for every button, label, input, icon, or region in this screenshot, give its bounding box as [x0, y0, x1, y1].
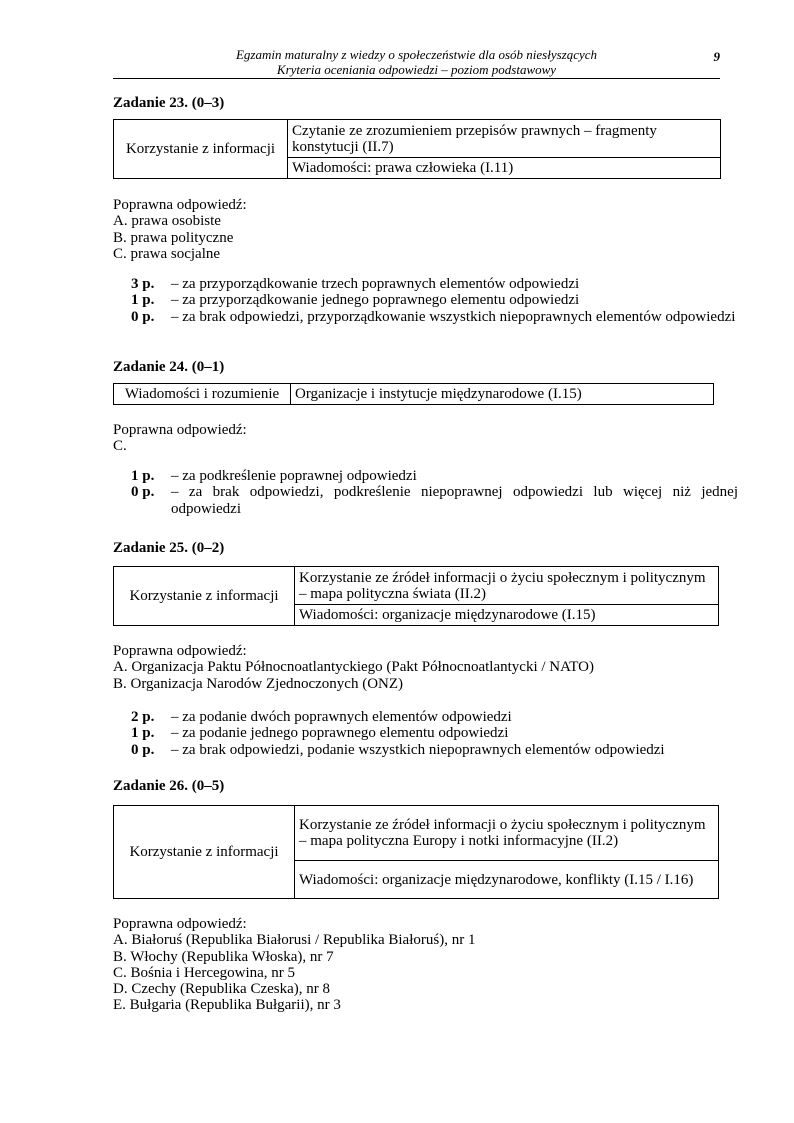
criteria-table-25	[113, 566, 719, 626]
scoring-rule	[131, 292, 738, 308]
answer-block-26	[113, 916, 720, 1014]
task-heading-24	[113, 359, 720, 376]
scoring-rule	[131, 309, 738, 325]
criteria-requirement: Czytanie ze zrozumieniem przepisów prawnych – fragmenty konstytucji (II.7)	[288, 120, 721, 158]
scoring-points: 1 p.	[131, 725, 155, 742]
criteria-category: Korzystanie z informacji	[114, 120, 288, 179]
scoring-block-25	[113, 709, 738, 758]
criteria-table-23	[113, 119, 721, 179]
scoring-points: 0 p.	[131, 741, 155, 758]
answer-item: B. Włochy (Republika Włoska), nr 7	[113, 948, 334, 965]
answer-label: Poprawna odpowiedź:	[113, 916, 247, 932]
scoring-points: 2 p.	[131, 709, 155, 725]
answer-item: A. Białoruś (Republika Białorusi / Republika Białoruś), nr 1	[113, 932, 476, 949]
answer-item: E. Bułgaria (Republika Bułgarii), nr 3	[113, 997, 341, 1014]
scoring-text: – za brak odpowiedzi, przyporządkowanie wszystkich niepoprawnych elementów odpowiedzi	[171, 308, 736, 325]
scoring-rule	[131, 725, 738, 741]
answer-item: A. prawa osobiste	[113, 213, 221, 230]
header-title: Egzamin maturalny z wiedzy o społeczeństwie dla osób niesłyszących	[235, 47, 598, 62]
task-heading-23	[113, 95, 720, 112]
answer-label: Poprawna odpowiedź:	[113, 197, 247, 213]
criteria-requirement: Korzystanie ze źródeł informacji o życiu społecznym i politycznym – mapa polityczna Europy i notki informacyjne (II.2)	[295, 806, 719, 861]
scoring-text: – za brak odpowiedzi, podanie wszystkich niepoprawnych elementów odpowiedzi	[171, 741, 665, 758]
answer-item: A. Organizacja Paktu Północnoatlantyckiego (Pakt Północnoatlantycki / NATO)	[113, 659, 595, 676]
answer-item: B. Organizacja Narodów Zjednoczonych (ONZ)	[113, 675, 404, 692]
scoring-points: 3 p.	[131, 276, 155, 292]
scoring-points: 0 p.	[131, 484, 155, 501]
criteria-requirement: Organizacje i instytucje międzynarodowe (I.15)	[291, 384, 714, 405]
page-header	[113, 48, 720, 79]
scoring-text: – za brak odpowiedzi, podkreślenie niepoprawnej odpowiedzi lub więcej niż jednej odpowiedzi	[171, 484, 738, 517]
scoring-text: – za przyporządkowanie jednego poprawnego elementu odpowiedzi	[171, 292, 580, 309]
scoring-rule	[131, 742, 738, 758]
answer-label: Poprawna odpowiedź:	[113, 422, 247, 438]
scoring-rule	[131, 709, 738, 725]
scoring-points: 1 p.	[131, 292, 155, 309]
task-heading: Zadanie 23. (0–3)	[113, 95, 225, 111]
criteria-category: Wiadomości i rozumienie	[114, 384, 291, 405]
scoring-points: 0 p.	[131, 308, 155, 325]
criteria-requirement: Wiadomości: prawa człowieka (I.11)	[288, 158, 721, 179]
scoring-text: – za podanie jednego poprawnego elementu odpowiedzi	[171, 725, 509, 742]
criteria-requirement: Wiadomości: organizacje międzynarodowe (I.15)	[295, 605, 719, 626]
criteria-requirement: Wiadomości: organizacje międzynarodowe, konflikty (I.15 / I.16)	[295, 861, 719, 899]
scoring-rule	[131, 468, 738, 484]
scoring-points: 1 p.	[131, 468, 155, 484]
scoring-block-24	[113, 468, 738, 517]
answer-item: C. Bośnia i Hercegowina, nr 5	[113, 964, 296, 981]
task-heading: Zadanie 26. (0–5)	[113, 778, 225, 794]
page-number: 9	[713, 49, 720, 64]
scoring-text: – za podkreślenie poprawnej odpowiedzi	[171, 468, 417, 484]
scoring-block-23	[113, 276, 738, 325]
answer-block-23	[113, 197, 720, 262]
header-subtitle: Kryteria oceniania odpowiedzi – poziom podstawowy	[276, 61, 557, 77]
answer-block-25	[113, 643, 720, 692]
task-heading: Zadanie 25. (0–2)	[113, 540, 225, 556]
scoring-rule	[131, 276, 738, 292]
scoring-text: – za podanie dwóch poprawnych elementów odpowiedzi	[171, 709, 512, 725]
scoring-rule	[131, 484, 738, 517]
criteria-category: Korzystanie z informacji	[114, 806, 295, 899]
criteria-table-26	[113, 805, 719, 899]
answer-item: B. prawa polityczne	[113, 229, 234, 246]
answer-label: Poprawna odpowiedź:	[113, 643, 247, 659]
criteria-category: Korzystanie z informacji	[114, 567, 295, 626]
criteria-requirement: Korzystanie ze źródeł informacji o życiu społecznym i politycznym – mapa polityczna świata (II.2)	[295, 567, 719, 605]
task-heading: Zadanie 24. (0–1)	[113, 359, 225, 375]
task-heading-26	[113, 778, 720, 795]
answer-block-24	[113, 422, 720, 455]
answer-item: D. Czechy (Republika Czeska), nr 8	[113, 981, 331, 998]
answer-item: C. prawa socjalne	[113, 245, 221, 262]
scoring-text: – za przyporządkowanie trzech poprawnych elementów odpowiedzi	[171, 276, 580, 292]
task-heading-25	[113, 540, 720, 557]
answer-item: C.	[113, 438, 127, 455]
criteria-table-24	[113, 383, 714, 405]
